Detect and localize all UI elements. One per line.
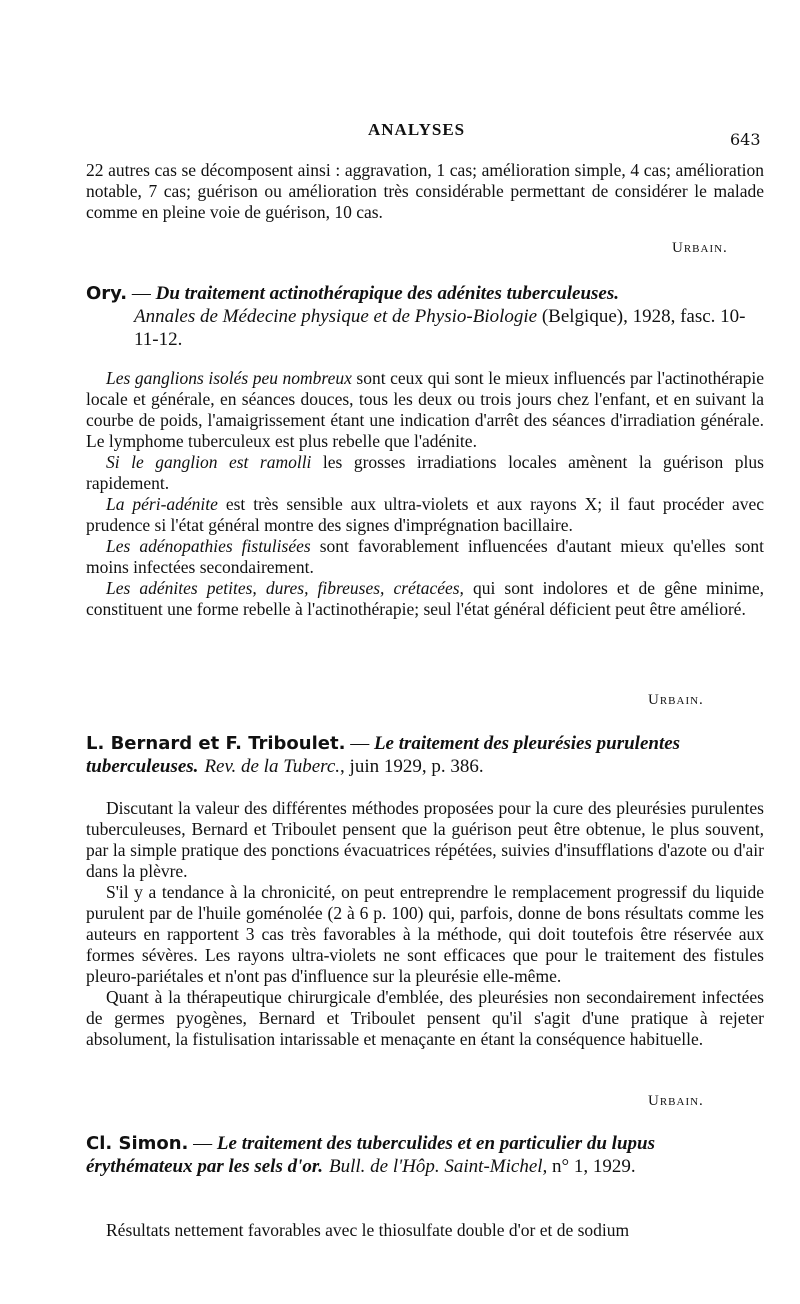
- entry-ory-paragraph-2: [86, 452, 764, 494]
- entry-simon-title: Le traitement des tuberculides et en particulier du lupus érythémateux par les sels d'or.: [86, 1133, 655, 1177]
- entry-simon-paragraph-1: Résultats nettement favorables avec le thiosulfate double d'or et de sodium: [106, 1220, 630, 1240]
- intro-section: [86, 160, 764, 223]
- entry-ory-paragraph-1: [86, 368, 764, 452]
- entry-bernard-author: L. Bernard et F. Triboulet.: [86, 733, 346, 754]
- page-number: 643: [730, 130, 761, 149]
- entry-ory-paragraph-4: [86, 536, 764, 578]
- intro-signature: Urbain.: [672, 240, 728, 256]
- entry-ory-p1-lead: Les ganglions isolés peu nombreux: [106, 368, 352, 388]
- entry-ory-journal: Annales de Médecine physique et de Physio-Biologie: [134, 306, 538, 327]
- entry-ory-author: Ory.: [86, 283, 128, 304]
- entry-ory-p3-text: est très sensible aux ultra-violets et aux rayons X; il faut procéder avec prudence si l'état général montre des signes d'imprégnation bacillaire.: [86, 494, 764, 535]
- entry-bernard-signature: Urbain.: [648, 1093, 704, 1109]
- entry-ory-p4-text: sont favorablement influencées d'autant mieux qu'elles sont moins infectées secondairement.: [86, 536, 764, 577]
- entry-simon-body: [86, 1220, 764, 1241]
- entry-simon-source-tail: n° 1, 1929.: [547, 1156, 636, 1177]
- entry-ory-body: [86, 368, 764, 620]
- page-header: [0, 120, 800, 149]
- entry-ory-p4-lead: Les adénopathies fistulisées: [106, 536, 311, 556]
- entry-simon-heading: [86, 1132, 764, 1178]
- entry-bernard-paragraph-2: S'il y a tendance à la chronicité, on peut entreprendre le remplacement progressif du liquide purulent par de l'huile goménolée (2 à 6 p. 100) qui, parfois, donne de bons résultats comme les auteurs en rapportent 3 cas très favorables à la méthode, qui doit toutefois être réservée aux formes sévères. Les rayons ultra-violets ne sont efficaces que pour le traitement des fistules pleuro-pariétales et n'ont pas d'influence sur la pleurésie elle-même.: [86, 882, 764, 986]
- entry-ory-title: Du traitement actinothérapique des adénites tuberculeuses.: [155, 283, 620, 304]
- entry-ory-paragraph-5: [86, 578, 764, 620]
- entry-simon: [86, 1132, 764, 1178]
- entry-ory-p1-text: sont ceux qui sont le mieux influencés par l'actinothérapie locale et générale, en séances douces, tous les deux ou trois jours chez l'enfant, et en suivant la courbe de poids, l'amaigrissement étant une indication d'arrêt des séances d'irradiation générale. Le lymphome tuberculeux est plus rebelle que l'adénite.: [86, 368, 765, 451]
- entry-ory-p2-lead: Si le ganglion est ramolli: [106, 452, 312, 472]
- entry-simon-dash: —: [188, 1133, 217, 1154]
- entry-bernard-paragraph-3: Quant à la thérapeutique chirurgicale d'emblée, des pleurésies non secondairement infectées de germes pyogènes, Bernard et Triboulet pensent qu'il s'agit d'une pratique à rejeter absolument, la fistulisation intarissable et menaçante en étant la conséquence habituelle.: [86, 987, 764, 1049]
- entry-ory: [86, 282, 764, 351]
- entry-ory-heading: [86, 282, 764, 351]
- entry-bernard-title: Le traitement des pleurésies purulentes tuberculeuses.: [86, 733, 681, 777]
- entry-ory-paragraph-3: [86, 494, 764, 536]
- entry-bernard-paragraph-1: Discutant la valeur des différentes méthodes proposées pour la cure des pleurésies purulentes tuberculeuses, Bernard et Triboulet pensent que la guérison peut être obtenue, le plus souvent, par la simple pratique des ponctions évacuatrices répétées, suivies d'insufflations d'azote ou d'air dans la plèvre.: [86, 798, 764, 881]
- entry-simon-journal: Bull. de l'Hôp. Saint-Michel,: [328, 1156, 548, 1177]
- entry-bernard-body: [86, 798, 764, 1050]
- entry-simon-author: Cl. Simon.: [86, 1133, 189, 1154]
- entry-bernard-source-tail: , juin 1929, p. 386.: [340, 756, 484, 777]
- entry-ory-p5-text: qui sont indolores et de gêne minime, constituent une forme rebelle à l'actinothérapie; seul l'état général déficient peut être amélioré.: [86, 578, 764, 619]
- entry-ory-p5-lead: Les adénites petites, dures, fibreuses, crétacées,: [106, 578, 464, 598]
- entry-ory-source: [86, 305, 764, 351]
- intro-paragraph: 22 autres cas se décomposent ainsi : aggravation, 1 cas; amélioration simple, 4 cas; amélioration notable, 7 cas; guérison ou amélioration très considérable permettant de considérer le malade comme en pleine voie de guérison, 10 cas.: [86, 160, 764, 222]
- entry-ory-p3-lead: La péri-adénite: [106, 494, 218, 514]
- entry-bernard-dash: —: [345, 733, 374, 754]
- entry-bernard-heading: [86, 732, 764, 778]
- entry-bernard-journal: Rev. de la Tuberc.: [204, 756, 341, 777]
- entry-ory-source-tail: (Belgique), 1928, fasc. 10-11-12.: [134, 306, 746, 350]
- entry-bernard: [86, 732, 764, 778]
- entry-ory-p2-text: les grosses irradiations locales amènent la guérison plus rapidement.: [86, 452, 764, 493]
- entry-ory-dash: —: [127, 283, 156, 304]
- running-title: ANALYSES: [368, 120, 466, 139]
- entry-ory-signature: Urbain.: [648, 692, 704, 708]
